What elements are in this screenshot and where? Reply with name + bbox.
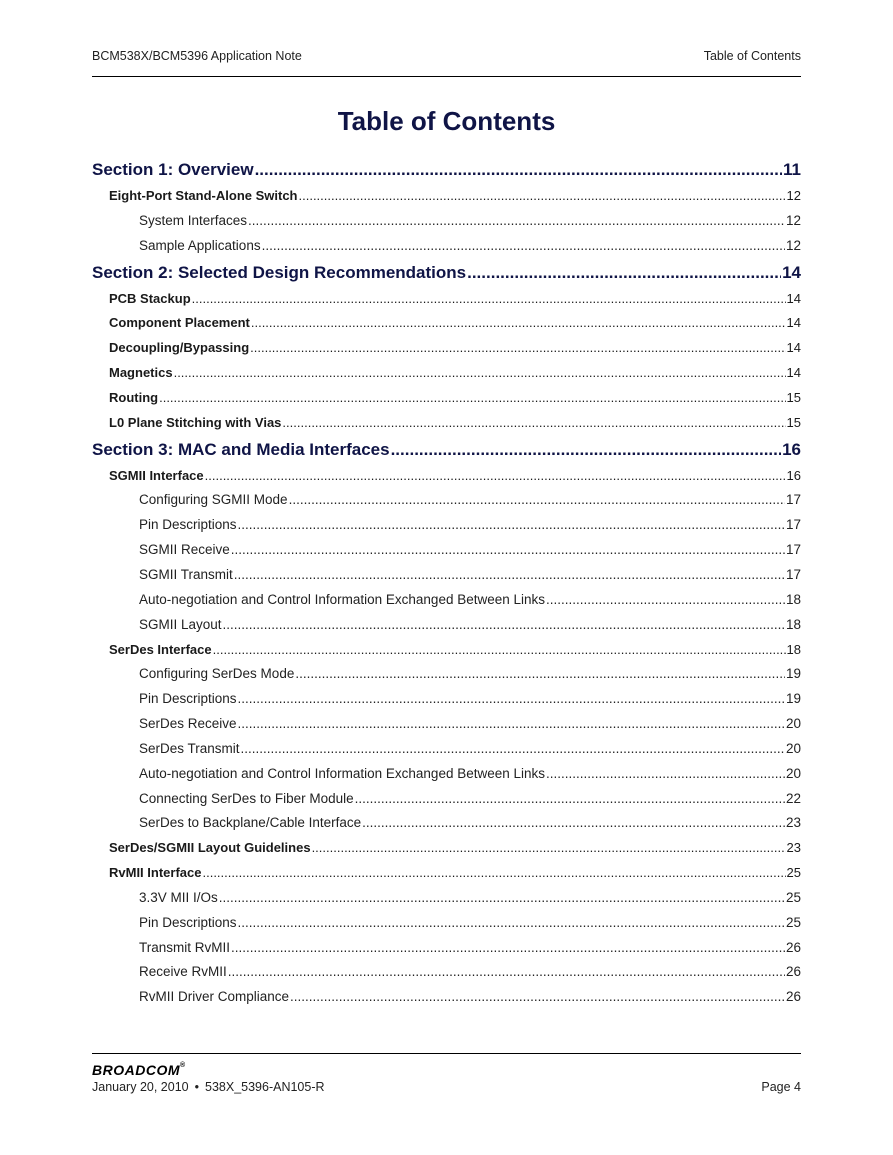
toc-dot-leader	[262, 234, 785, 259]
toc-entry-label: SGMII Receive	[139, 542, 230, 558]
toc-entry-page: 17	[785, 566, 801, 582]
toc-dot-leader	[238, 513, 785, 538]
footer-rule	[92, 1053, 801, 1054]
toc-entry-page: 12	[786, 188, 801, 203]
toc-dot-leader	[192, 287, 786, 312]
toc-entry-page: 18	[785, 616, 801, 632]
toc-entry-page: 25	[785, 914, 801, 930]
toc-section-entry[interactable]	[92, 436, 801, 464]
toc-entry-page: 12	[785, 212, 801, 228]
toc-subsection-entry[interactable]	[92, 411, 801, 436]
toc-entry-label: PCB Stackup	[109, 290, 191, 306]
toc-topic-entry[interactable]	[92, 488, 801, 513]
toc-dot-leader	[241, 737, 785, 762]
toc-dot-leader	[234, 563, 785, 588]
toc-dot-leader	[467, 259, 781, 287]
toc-subsection-entry[interactable]	[92, 464, 801, 489]
toc-topic-entry[interactable]	[92, 613, 801, 638]
toc-topic-entry[interactable]	[92, 886, 801, 911]
toc-entry-page: 11	[783, 160, 801, 179]
toc-dot-leader	[231, 538, 785, 563]
toc-topic-entry[interactable]	[92, 737, 801, 762]
toc-entry-page: 26	[785, 964, 801, 980]
toc-subsection-entry[interactable]	[92, 361, 801, 386]
toc-entry-label: Configuring SGMII Mode	[139, 492, 288, 508]
toc-entry-page: 26	[785, 939, 801, 955]
toc-entry-page: 19	[785, 666, 801, 682]
toc-dot-leader	[238, 911, 785, 936]
toc-dot-leader	[290, 985, 785, 1010]
toc-entry-page: 20	[785, 765, 801, 781]
toc-dot-leader	[546, 588, 785, 613]
toc-section-entry[interactable]	[92, 259, 801, 287]
toc-entry-page: 26	[785, 989, 801, 1005]
toc-entry-label: Auto-negotiation and Control Information Exchanged Between Links	[139, 591, 546, 607]
toc-entry-page: 23	[785, 815, 801, 831]
toc-topic-entry[interactable]	[92, 234, 801, 259]
toc-entry-label: SerDes Interface	[109, 641, 212, 657]
toc-dot-leader	[391, 436, 782, 464]
toc-subsection-entry[interactable]	[92, 287, 801, 312]
toc-entry-label: SGMII Interface	[109, 467, 204, 483]
toc-section-entry[interactable]	[92, 156, 801, 184]
toc-topic-entry[interactable]	[92, 662, 801, 687]
toc-dot-leader	[362, 811, 785, 836]
toc-entry-label: Pin Descriptions	[139, 517, 237, 533]
toc-dot-leader	[159, 386, 785, 411]
toc-dot-leader	[174, 361, 786, 386]
toc-entry-page: 22	[785, 790, 801, 806]
footer-date: January 20, 2010	[92, 1080, 189, 1094]
toc-entry-label: Decoupling/Bypassing	[109, 340, 250, 356]
toc-entry-label: Eight-Port Stand-Alone Switch	[109, 188, 298, 203]
toc-entry-label: RvMII Driver Compliance	[139, 989, 290, 1005]
toc-topic-entry[interactable]	[92, 936, 801, 961]
table-of-contents	[92, 156, 801, 1010]
toc-dot-leader	[231, 936, 785, 961]
toc-entry-page: 16	[782, 439, 801, 459]
toc-entry-label: Auto-negotiation and Control Information Exchanged Between Links	[139, 765, 546, 781]
toc-entry-label: RvMII Interface	[109, 865, 202, 881]
toc-entry-label: Magnetics	[109, 365, 173, 381]
toc-topic-entry[interactable]	[92, 762, 801, 787]
toc-entry-page: 17	[785, 492, 801, 508]
toc-entry-label: System Interfaces	[139, 212, 248, 228]
toc-dot-leader	[299, 184, 786, 209]
toc-entry-page: 15	[786, 389, 801, 405]
toc-dot-leader	[238, 712, 785, 737]
toc-entry-page: 20	[785, 716, 801, 732]
toc-dot-leader	[228, 960, 785, 985]
toc-entry-label: Configuring SerDes Mode	[139, 666, 295, 682]
toc-entry-label: SGMII Layout	[139, 616, 222, 632]
toc-dot-leader	[213, 638, 786, 663]
toc-topic-entry[interactable]	[92, 209, 801, 234]
toc-subsection-entry[interactable]	[92, 184, 801, 209]
toc-entry-page: 16	[786, 467, 801, 483]
toc-topic-entry[interactable]	[92, 787, 801, 812]
toc-entry-label: Connecting SerDes to Fiber Module	[139, 790, 354, 806]
toc-entry-label: Section 3: MAC and Media Interfaces	[92, 439, 390, 459]
toc-dot-leader	[295, 662, 785, 687]
toc-entry-label: Transmit RvMII	[139, 939, 230, 955]
toc-entry-page: 17	[785, 542, 801, 558]
toc-entry-page: 14	[786, 315, 801, 331]
toc-entry-label: Component Placement	[109, 315, 250, 331]
toc-topic-entry[interactable]	[92, 985, 801, 1010]
page-header	[92, 49, 801, 63]
toc-topic-entry[interactable]	[92, 811, 801, 836]
toc-subsection-entry[interactable]	[92, 861, 801, 886]
toc-topic-entry[interactable]	[92, 960, 801, 985]
logo-text: BROADCOM	[92, 1062, 180, 1078]
toc-entry-page: 18	[786, 641, 801, 657]
toc-dot-leader	[250, 336, 785, 361]
toc-entry-label: SerDes/SGMII Layout Guidelines	[109, 840, 311, 856]
page-footer	[92, 1080, 801, 1094]
toc-dot-leader	[255, 156, 782, 184]
broadcom-logo	[92, 1062, 186, 1078]
toc-dot-leader	[205, 464, 786, 489]
toc-dot-leader	[312, 836, 786, 861]
header-rule	[92, 76, 801, 77]
toc-dot-leader	[546, 762, 785, 787]
toc-topic-entry[interactable]	[92, 588, 801, 613]
toc-topic-entry[interactable]	[92, 911, 801, 936]
toc-entry-label: SerDes to Backplane/Cable Interface	[139, 815, 362, 831]
toc-entry-label: Section 1: Overview	[92, 160, 254, 179]
toc-subsection-entry[interactable]	[92, 311, 801, 336]
toc-entry-page: 20	[785, 740, 801, 756]
page-title: Table of Contents	[337, 106, 556, 136]
toc-dot-leader	[355, 787, 785, 812]
toc-entry-page: 14	[786, 365, 801, 381]
toc-topic-entry[interactable]	[92, 513, 801, 538]
toc-entry-label: Pin Descriptions	[139, 691, 237, 707]
toc-dot-leader	[223, 613, 785, 638]
logo-registered-mark: ®	[180, 1062, 186, 1069]
toc-entry-page: 23	[786, 840, 801, 856]
toc-entry-page: 25	[786, 865, 801, 881]
toc-entry-page: 14	[786, 290, 801, 306]
toc-entry-label: Receive RvMII	[139, 964, 227, 980]
toc-entry-label: Sample Applications	[139, 237, 261, 253]
header-doc-title: BCM538X/BCM5396 Application Note	[92, 49, 302, 63]
toc-entry-label: Routing	[109, 389, 159, 405]
toc-dot-leader	[251, 311, 786, 336]
toc-dot-leader	[282, 411, 785, 436]
toc-topic-entry[interactable]	[92, 538, 801, 563]
toc-entry-page: 18	[785, 591, 801, 607]
footer-page-number: Page 4	[761, 1080, 801, 1094]
toc-dot-leader	[248, 209, 785, 234]
toc-entry-page: 14	[782, 262, 801, 282]
toc-subsection-entry[interactable]	[92, 836, 801, 861]
toc-entry-label: L0 Plane Stitching with Vias	[109, 414, 282, 430]
toc-dot-leader	[219, 886, 785, 911]
toc-subsection-entry[interactable]	[92, 336, 801, 361]
toc-entry-label: SerDes Transmit	[139, 740, 240, 756]
toc-entry-page: 15	[786, 414, 801, 430]
footer-left	[92, 1080, 325, 1094]
toc-entry-page: 14	[786, 340, 801, 356]
toc-subsection-entry[interactable]	[92, 638, 801, 663]
toc-entry-page: 19	[785, 691, 801, 707]
toc-entry-label: Section 2: Selected Design Recommendations	[92, 262, 467, 282]
toc-topic-entry[interactable]	[92, 687, 801, 712]
toc-entry-page: 17	[785, 517, 801, 533]
footer-doc-id: 538X_5396-AN105-R	[205, 1080, 325, 1094]
toc-entry-label: SGMII Transmit	[139, 566, 233, 582]
toc-entry-page: 12	[785, 237, 801, 253]
footer-bullet: •	[194, 1080, 199, 1094]
toc-dot-leader	[202, 861, 785, 886]
toc-subsection-entry[interactable]	[92, 386, 801, 411]
toc-entry-label: SerDes Receive	[139, 716, 237, 732]
toc-topic-entry[interactable]	[92, 563, 801, 588]
toc-entry-page: 25	[785, 889, 801, 905]
toc-topic-entry[interactable]	[92, 712, 801, 737]
toc-entry-label: Pin Descriptions	[139, 914, 237, 930]
toc-entry-label: 3.3V MII I/Os	[139, 889, 218, 905]
toc-dot-leader	[238, 687, 785, 712]
header-section-title: Table of Contents	[703, 49, 801, 63]
toc-dot-leader	[289, 488, 785, 513]
